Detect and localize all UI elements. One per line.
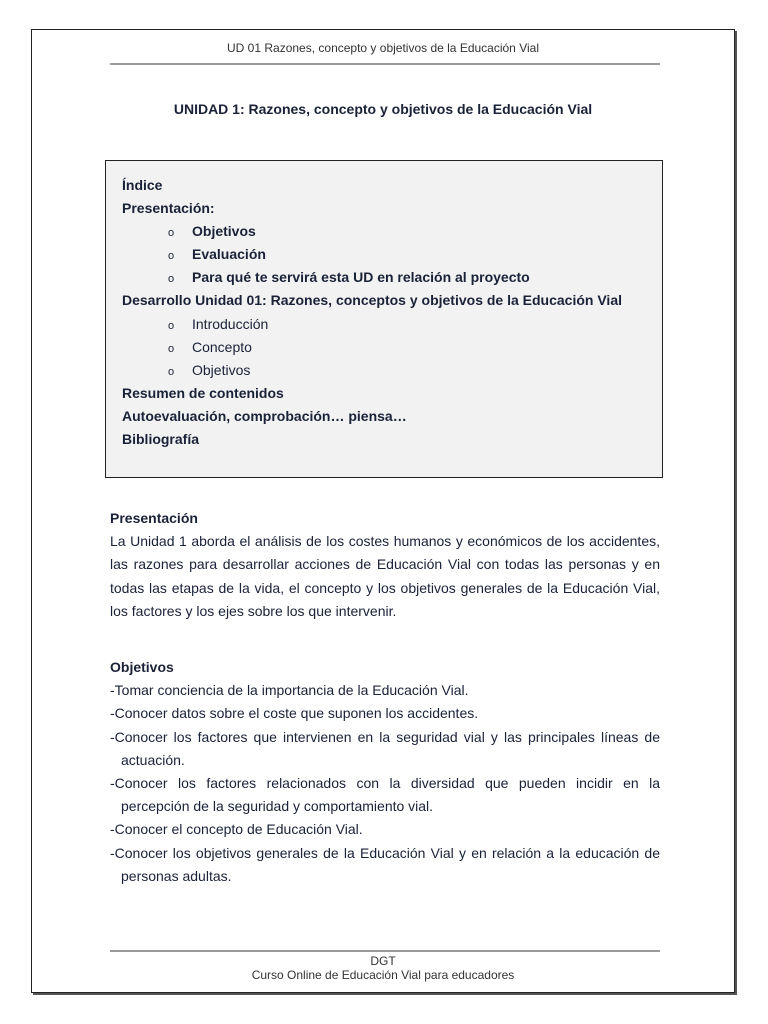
index-resumen: Resumen de contenidos [122,384,284,401]
index-presentacion: Presentación: [122,200,215,217]
bullet-icon: o [168,365,175,378]
footer-rule [110,950,660,952]
index-autoevaluacion: Autoevaluación, comprobación… piensa… [122,407,407,424]
footer-line-2: Curso Online de Educación Vial para educadores [251,968,515,982]
objetivo-item: -Conocer los factores relacionados con la diversidad que pueden incidir en la percepción de la seguridad y comportamiento vial. [110,775,660,815]
header-rule [110,63,660,65]
objetivo-item: -Conocer el concepto de Educación Vial. [110,821,363,838]
objetivo-item: -Tomar conciencia de la importancia de la Educación Vial. [110,682,469,699]
objetivos-section [110,656,660,888]
index-item-evaluacion: o Evaluación [122,243,662,266]
index-item-objetivos-2: o Objetivos [122,359,662,382]
index-item-introduccion: o Introducción [122,313,662,336]
presentacion-body: La Unidad 1 aborda el análisis de los costes humanos y económicos de los accidentes, las razones para desarrollar acciones de Educación Vial con todas las personas y en todas las etapas de la vida, el concepto y los objetivos generales de la Educación Vial, los factores y los ejes sobre los que intervenir. [110,533,660,619]
objetivo-item: -Conocer los factores que intervienen en la seguridad vial y las principales líneas de actuación. [110,728,660,768]
document-page [31,29,735,993]
bullet-icon: o [168,273,175,286]
objetivos-heading: Objetivos [110,659,174,675]
index-item-concepto: o Concepto [122,336,662,359]
objetivo-item: -Conocer los objetivos generales de la Educación Vial y en relación a la educación de personas adultas. [110,844,660,884]
unit-title: UNIDAD 1: Razones, concepto y objetivos de la Educación Vial [173,101,593,117]
objetivo-item: -Conocer datos sobre el coste que suponen los accidentes. [110,705,479,722]
bullet-icon: o [168,250,175,263]
index-item-para-que: o Para qué te servirá esta UD en relación al proyecto [122,266,662,289]
index-desarrollo: Desarrollo Unidad 01: Razones, conceptos y objetivos de la Educación Vial [122,292,622,309]
index-box [105,160,663,478]
index-item-objetivos: o Objetivos [122,220,662,243]
running-footer [32,954,734,982]
index-bibliografia: Bibliografía [122,431,200,448]
presentacion-section [110,507,660,623]
bullet-icon: o [168,319,175,332]
running-header: UD 01 Razones, concepto y objetivos de la Educación Vial [227,41,539,55]
bullet-icon: o [168,342,175,355]
presentacion-heading: Presentación [110,510,198,526]
bullet-icon: o [168,227,175,240]
footer-line-1: DGT [370,954,396,968]
index-heading: Índice [122,177,163,193]
